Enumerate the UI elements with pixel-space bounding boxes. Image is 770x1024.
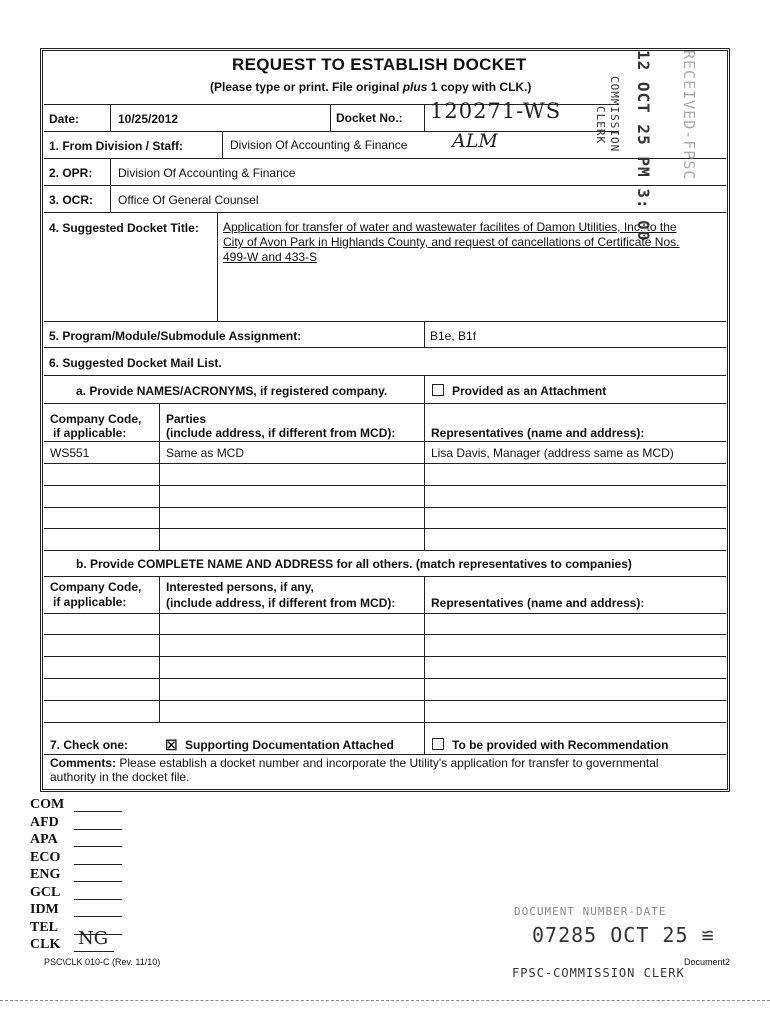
section-b-col-code-line1: Company Code, (50, 580, 142, 594)
initial-line[interactable] (74, 916, 122, 917)
docnum-value-stamp: 07285 OCT 25 ≌ (532, 923, 715, 947)
program-assignment-label: 5. Program/Module/Submodule Assignment: (49, 329, 302, 343)
check-one-label: 7. Check one: (50, 738, 129, 752)
rule (110, 158, 111, 212)
comments-line1[interactable]: Comments: Please establish a docket number and incorporate the Utility's application for transfer to governmental (50, 756, 659, 770)
company-code-cell[interactable]: WS551 (50, 446, 90, 460)
section-a-col-code-line1: Company Code, (50, 412, 142, 426)
rule (44, 212, 726, 213)
program-assignment-value[interactable]: B1e, B1f (430, 329, 477, 343)
rule (44, 613, 726, 614)
rule (44, 158, 726, 159)
routing-afd: AFD (30, 814, 59, 830)
docket-title-line1[interactable]: Application for transfer of water and wastewater facilites of Damon Utilities, Inc. to the (223, 220, 677, 234)
from-division-value[interactable]: Division Of Accounting & Finance (230, 138, 408, 152)
rule (222, 131, 223, 158)
rule (424, 722, 425, 754)
staff-initials-handwritten: ALM (452, 130, 498, 152)
attachment-checkbox[interactable] (432, 384, 444, 396)
rule (44, 485, 726, 486)
rule (424, 375, 425, 403)
routing-gcl: GCL (30, 884, 61, 900)
rule (44, 321, 726, 322)
routing-com: COM (30, 797, 65, 812)
document-name: Document2 (684, 957, 731, 967)
rule (44, 634, 726, 635)
section-b-col-persons-line2: (include address, if different from MCD): (166, 596, 396, 610)
form-title: REQUEST TO ESTABLISH DOCKET (232, 55, 527, 74)
rule (159, 576, 160, 722)
date-value[interactable]: 10/25/2012 (118, 112, 179, 126)
routing-apa: APA (30, 832, 58, 847)
supporting-docs-checkbox[interactable]: ☒ (165, 737, 178, 753)
routing-clk: CLK (30, 937, 61, 952)
section-b-col-representatives: Representatives (name and address): (431, 596, 645, 610)
rule (44, 507, 726, 508)
section-b-col-persons-line1: Interested persons, if any, (166, 580, 314, 594)
initial-line[interactable] (74, 899, 122, 900)
rule (424, 104, 425, 131)
rule (44, 722, 726, 723)
docnum-footer-stamp: FPSC-COMMISSION CLERK (512, 966, 685, 980)
rule (44, 185, 726, 186)
rule (424, 403, 425, 550)
party-cell[interactable]: Same as MCD (166, 446, 245, 460)
docket-no-handwritten[interactable]: 120271-WS (430, 99, 562, 123)
supporting-docs-option[interactable]: ☒ Supporting Documentation Attached (165, 737, 394, 753)
docket-title-line2[interactable]: City of Avon Park in Highlands County, and request of cancellations of Certificate Nos. (223, 235, 680, 249)
received-clerk-stamp: CLERK (594, 106, 607, 145)
clk-initials-handwritten: NG (78, 928, 109, 949)
initial-line[interactable] (74, 829, 122, 830)
rule (44, 463, 726, 464)
rule (44, 576, 726, 577)
rule (44, 528, 726, 529)
rule (44, 550, 726, 551)
section-a-col-parties-line2: (include address, if different from MCD): (166, 426, 396, 440)
initial-line[interactable] (74, 881, 122, 882)
section-b-col-code-line2: if applicable: (53, 595, 127, 609)
section-a-col-representatives: Representatives (name and address): (431, 426, 645, 440)
comments-label: Comments: (50, 756, 117, 770)
section-a-col-parties-line1: Parties (166, 412, 207, 426)
received-date-stamp: 12 OCT 25 PM 3: 00 (634, 50, 653, 242)
routing-eco: ECO (30, 849, 61, 865)
rule (44, 678, 726, 679)
rule (44, 754, 726, 755)
rule (424, 576, 425, 722)
rule (44, 403, 726, 404)
received-commission-stamp: COMMISSION (608, 76, 621, 153)
ocr-value[interactable]: Office Of General Counsel (118, 193, 259, 207)
routing-tel: TEL (30, 919, 59, 935)
form-id: PSC\CLK 010-C (Rev. 11/10) (44, 957, 161, 967)
form-subtitle: (Please type or print. File original plus 1 copy with CLK.) (210, 80, 532, 94)
rule (44, 700, 726, 701)
representative-cell[interactable]: Lisa Davis, Manager (address same as MCD) (431, 446, 674, 460)
docnum-header-stamp: DOCUMENT NUMBER-DATE (514, 905, 667, 918)
rule (424, 321, 425, 347)
rule (159, 403, 160, 550)
docket-title-line3[interactable]: 499-W and 433-S (223, 250, 318, 264)
comments-line2[interactable]: authority in the docket file. (50, 770, 190, 784)
rule (44, 131, 618, 132)
rule (110, 104, 111, 131)
rule (330, 104, 331, 131)
routing-list (30, 796, 64, 954)
docket-title-label: 4. Suggested Docket Title: (49, 221, 199, 235)
initial-line[interactable] (74, 951, 114, 952)
mail-list-label: 6. Suggested Docket Mail List. (49, 356, 222, 370)
opr-label: 2. OPR: (49, 166, 93, 180)
page-bottom-rule (0, 1000, 770, 1001)
rule (44, 656, 726, 657)
received-fpsc-stamp: RECEIVED-FPSC (680, 50, 698, 181)
ocr-label: 3. OCR: (49, 193, 94, 207)
to-be-provided-option[interactable]: To be provided with Recommendation (432, 738, 668, 752)
rule (44, 347, 726, 348)
routing-eng: ENG (30, 867, 61, 882)
section-a-col-code-line2: if applicable: (53, 426, 127, 440)
routing-idm: IDM (30, 902, 59, 917)
initial-line[interactable] (74, 846, 122, 847)
provided-as-attachment-option[interactable]: Provided as an Attachment (432, 384, 606, 398)
opr-value[interactable]: Division Of Accounting & Finance (118, 166, 296, 180)
section-b-label: b. Provide COMPLETE NAME AND ADDRESS for all others. (match representatives to companies) (76, 557, 632, 571)
date-label: Date: (49, 112, 80, 126)
to-be-provided-checkbox[interactable] (432, 738, 444, 750)
docket-no-label: Docket No.: (336, 111, 403, 125)
section-a-label: a. Provide NAMES/ACRONYMS, if registered company. (76, 384, 388, 398)
rule (44, 375, 726, 376)
rule (44, 441, 726, 442)
form-frame (40, 48, 730, 792)
from-division-label: 1. From Division / Staff: (49, 139, 184, 153)
initial-line[interactable] (74, 811, 122, 812)
initial-line[interactable] (74, 864, 122, 865)
rule (217, 212, 218, 321)
